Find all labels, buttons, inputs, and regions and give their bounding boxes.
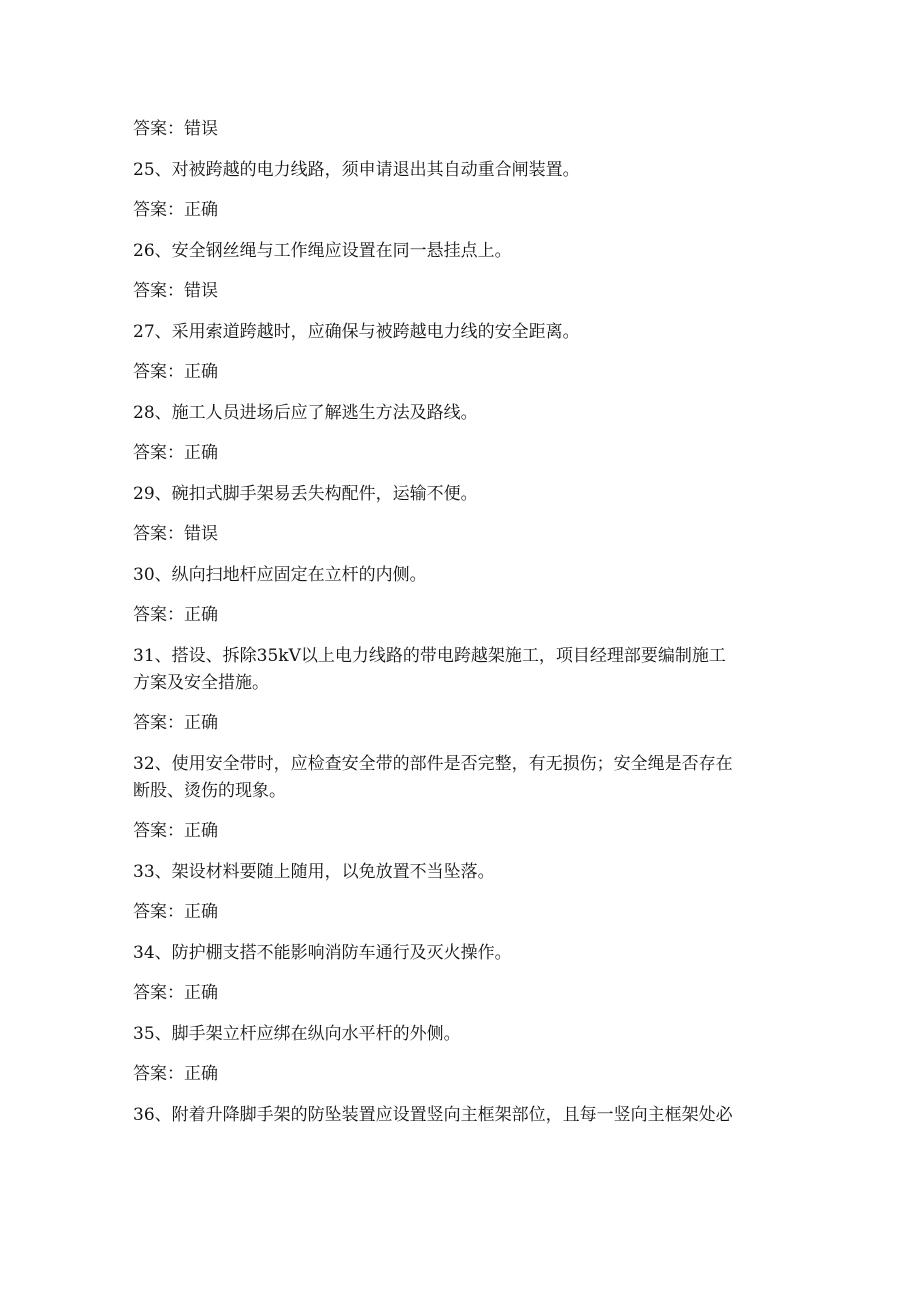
answer-text: 答案：正确 [133, 362, 218, 382]
question-text: 32、使用安全带时，应检查安全带的部件是否完整，有无损伤；安全绳是否存在 [133, 753, 733, 774]
question-text: 33、架设材料要随上随用，以免放置不当坠落。 [133, 861, 495, 882]
question-text: 30、纵向扫地杆应固定在立杆的内侧。 [133, 564, 427, 585]
question-text: 方案及安全措施。 [133, 672, 269, 693]
question-text: 31、搭设、拆除35kV以上电力线路的带电跨越架施工，项目经理部要编制施工 [133, 645, 726, 666]
question-item [133, 319, 793, 387]
answer-text: 答案：错误 [133, 119, 218, 139]
question-item [133, 400, 793, 468]
question-item [133, 643, 793, 738]
question-list [133, 116, 793, 1129]
question-item [133, 562, 793, 630]
answer-text: 答案：正确 [133, 605, 218, 625]
question-text: 36、附着升降脚手架的防坠装置应设置竖向主框架部位，且每一竖向主框架处必 [133, 1104, 733, 1125]
question-text: 25、对被跨越的电力线路，须申请退出其自动重合闸装置。 [133, 159, 580, 180]
question-text: 35、脚手架立杆应绑在纵向水平杆的外侧。 [133, 1023, 461, 1044]
question-item [133, 481, 793, 549]
answer-text: 答案：正确 [133, 200, 218, 220]
answer-text: 答案：正确 [133, 1064, 218, 1084]
answer-text: 答案：正确 [133, 713, 218, 733]
question-text: 27、采用索道跨越时，应确保与被跨越电力线的安全距离。 [133, 321, 580, 342]
question-item [133, 859, 793, 927]
question-item [133, 751, 793, 846]
question-text: 29、碗扣式脚手架易丢失构配件，运输不便。 [133, 483, 478, 504]
question-text: 34、防护棚支搭不能影响消防车通行及灭火操作。 [133, 942, 512, 963]
question-item [133, 157, 793, 225]
answer-text: 答案：正确 [133, 443, 218, 463]
question-item [133, 1102, 793, 1129]
question-item [133, 1021, 793, 1089]
question-item [133, 238, 793, 306]
question-item [133, 940, 793, 1008]
answer-text: 答案：错误 [133, 524, 218, 544]
question-text: 断股、烫伤的现象。 [133, 780, 286, 801]
question-text: 26、安全钢丝绳与工作绳应设置在同一悬挂点上。 [133, 240, 512, 261]
question-text: 28、施工人员进场后应了解逃生方法及路线。 [133, 402, 478, 423]
answer-text: 答案：正确 [133, 821, 218, 841]
answer-text: 答案：错误 [133, 281, 218, 301]
answer-text: 答案：正确 [133, 983, 218, 1003]
answer-text: 答案：正确 [133, 902, 218, 922]
